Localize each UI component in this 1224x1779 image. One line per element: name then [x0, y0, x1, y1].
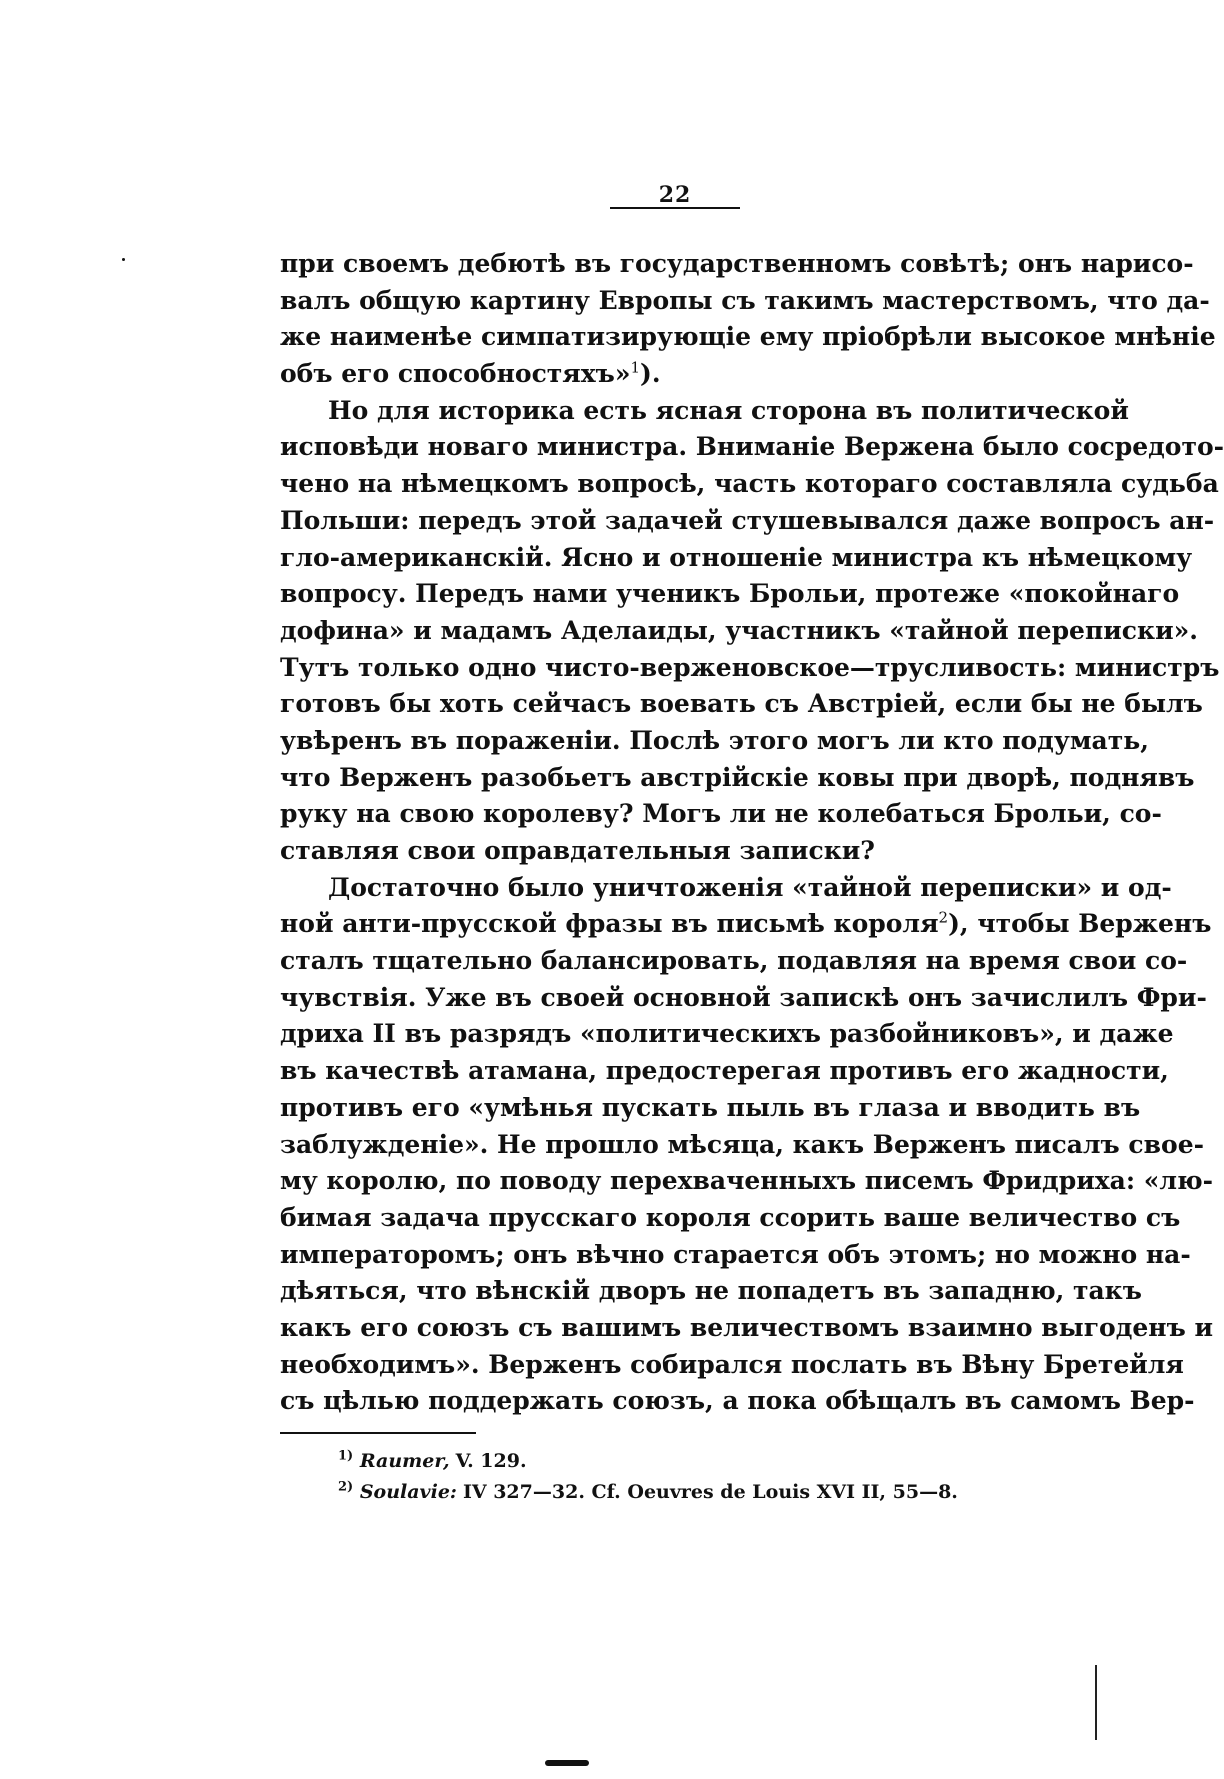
text-line: [280, 1237, 1191, 1274]
text-line: [280, 906, 1212, 943]
text-line: [280, 1127, 1204, 1164]
footnote-reference: 2: [938, 909, 949, 928]
text-line: [280, 760, 1195, 797]
text-line-content: сталъ тщательно балансировать, подавляя на время свои со-: [280, 946, 1188, 976]
text-line-content: валъ общую картину Европы съ такимъ мастерствомъ, что да-: [280, 285, 1210, 315]
text-line: [280, 319, 1216, 356]
text-line-content: бимая задача прусскаго короля ссорить ваше величество съ: [280, 1202, 1181, 1232]
text-line: [280, 429, 1224, 466]
text-line-content: готовъ бы хоть сейчасъ воевать съ Австріей, если бы не былъ: [280, 689, 1203, 719]
text-line-tail: ), чтобы Верженъ: [948, 909, 1212, 939]
text-line-content: въ качествѣ атамана, предостерегая противъ его жадности,: [280, 1056, 1169, 1086]
text-line-content: ной анти-прусской фразы въ письмѣ короля: [280, 909, 939, 939]
scan-mark: [545, 1760, 589, 1766]
text-line-content: му королю, по поводу перехваченныхъ писемъ Фридриха: «лю-: [280, 1166, 1214, 1196]
text-line-tail: ).: [640, 359, 661, 389]
text-line-content: Польши: передъ этой задачей стушевывался даже вопросъ ан-: [280, 505, 1215, 535]
footnote-paren: ): [347, 1448, 354, 1464]
text-line: [280, 356, 1065, 393]
footnote-author: Soulavie:: [353, 1481, 457, 1503]
text-line: [280, 1273, 1142, 1310]
text-line: [280, 1200, 1181, 1237]
text-line-content: вопросу. Передъ нами ученикъ Брольи, протеже «покойнаго: [280, 579, 1180, 609]
text-line: [280, 686, 1203, 723]
footnote: [338, 1477, 958, 1508]
footnote-mark: 2: [338, 1479, 348, 1495]
text-line: [280, 466, 1219, 503]
text-line-content: необходимъ». Верженъ собирался послать въ Вѣну Бретейля: [280, 1349, 1184, 1379]
page-number: 22: [658, 182, 692, 208]
page-edge-line: [1095, 1665, 1097, 1740]
text-line: [280, 650, 1220, 687]
text-line-content: что Верженъ разобьетъ австрійскіе ковы при дворѣ, поднявъ: [280, 762, 1195, 792]
footnote-mark: 1: [338, 1448, 348, 1464]
text-line-content: дриха II въ разрядъ «политическихъ разбойниковъ», и даже: [280, 1019, 1174, 1049]
text-line-content: увѣренъ въ пораженіи. Послѣ этого могъ ли кто подумать,: [280, 725, 1149, 755]
footnote-reference-text: IV 327—32. Cf. Oeuvres de Louis XVI II, 55—8.: [462, 1481, 958, 1503]
text-line: [280, 980, 1207, 1017]
text-line-content: съ цѣлью поддержать союзъ, а пока обѣщалъ въ самомъ Вер-: [280, 1386, 1195, 1416]
text-line-content: Тутъ только одно чисто-верженовское—трусливость: министръ: [280, 652, 1220, 682]
footnote-separator: [280, 1432, 476, 1434]
text-line: [280, 796, 1162, 833]
text-line-content: ставляя свои оправдательныя записки?: [280, 836, 875, 865]
text-line-content: противъ его «умѣнья пускать пыль въ глаза и вводить въ: [280, 1092, 1141, 1122]
text-line: [280, 943, 1188, 980]
text-line: [280, 1347, 1184, 1384]
text-line-content: какъ его союзъ съ вашимъ величествомъ взаимно выгоденъ и: [280, 1312, 1214, 1342]
text-line: [280, 870, 1172, 907]
scan-speck: [122, 258, 125, 261]
footnote: [338, 1446, 938, 1477]
footnote-paren: ): [347, 1479, 354, 1495]
text-line: [280, 1090, 1141, 1127]
text-line-content: императоромъ; онъ вѣчно старается объ этомъ; но можно на-: [280, 1239, 1191, 1269]
text-line: [280, 1016, 1174, 1053]
text-line-content: чувствія. Уже въ своей основной запискѣ онъ зачислилъ Фри-: [280, 982, 1207, 1012]
text-line-content: чено на нѣмецкомъ вопросѣ, часть котораго составляла судьба: [280, 469, 1219, 499]
text-line: [280, 540, 1193, 577]
text-line-content: объ его способностяхъ»: [280, 359, 631, 389]
text-line-content: гло-американскій. Ясно и отношеніе министра къ нѣмецкому: [280, 542, 1193, 572]
text-line-content: руку на свою королеву? Могъ ли не колебаться Брольи, со-: [280, 799, 1162, 829]
body-text: [280, 246, 1224, 1420]
text-line-content: при своемъ дебютѣ въ государственномъ совѣтѣ; онъ нарисо-: [280, 249, 1194, 278]
text-line: [280, 1310, 1214, 1347]
text-line-content: Но для историка есть ясная сторона въ политической: [328, 395, 1129, 425]
text-line: [280, 246, 1194, 283]
text-line: [280, 283, 1210, 320]
text-line: [280, 613, 1198, 650]
text-line-content: дофина» и мадамъ Аделаиды, участникъ «тайной переписки».: [280, 615, 1198, 645]
footnote-author: Raumer,: [353, 1450, 450, 1472]
footnote-reference-text: V. 129.: [455, 1450, 527, 1472]
text-line-content: же наименѣе симпатизирующіе ему пріобрѣли высокое мнѣніе: [280, 322, 1216, 352]
text-line: [280, 393, 1129, 430]
text-line: [280, 1163, 1214, 1200]
text-line: [280, 503, 1215, 540]
text-line: [280, 1383, 1195, 1420]
text-line: [280, 833, 1065, 870]
text-line-content: Достаточно было уничтоженія «тайной переписки» и од-: [328, 872, 1172, 902]
text-line: [280, 1053, 1169, 1090]
page-number-rule: [610, 207, 740, 209]
footnotes: [338, 1446, 958, 1508]
text-line: [280, 723, 1149, 760]
text-line-content: заблужденіе». Не прошло мѣсяца, какъ Верженъ писалъ свое-: [280, 1129, 1204, 1159]
text-line-content: дѣяться, что вѣнскій дворъ не попадетъ въ западню, такъ: [280, 1276, 1142, 1306]
text-line: [280, 576, 1180, 613]
footnote-reference: 1: [630, 358, 641, 377]
text-line-content: исповѣди новаго министра. Вниманіе Верженa было сосредото-: [280, 432, 1224, 462]
